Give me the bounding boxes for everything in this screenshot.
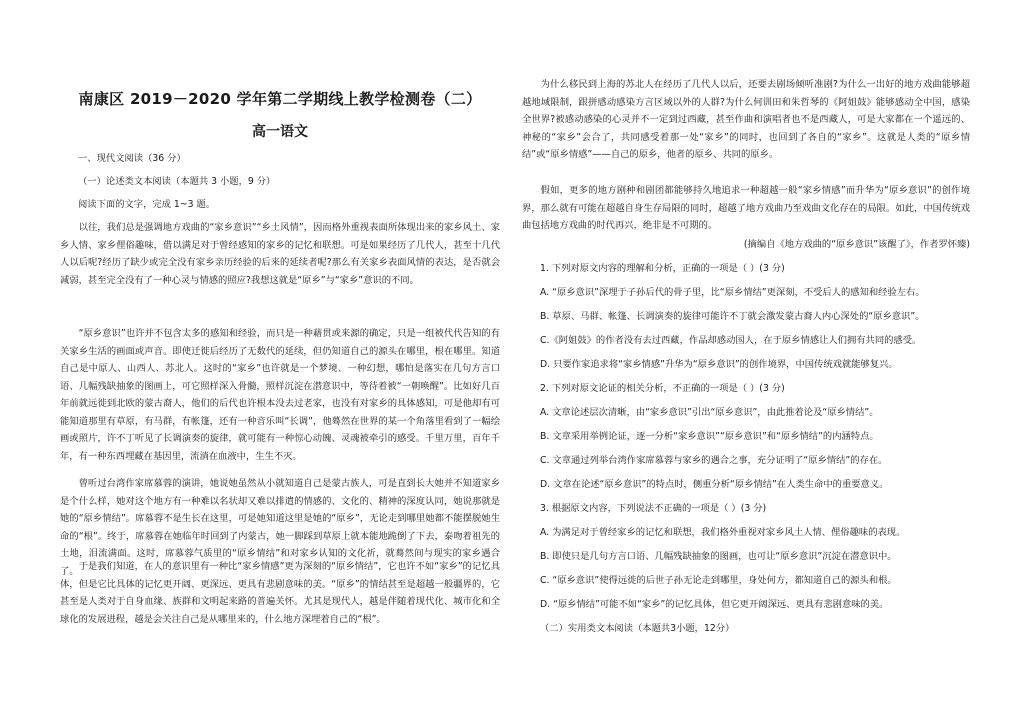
question-1-option-c: C.《阿姐鼓》的作者没有去过西藏，作品却感动国人，在于原乡情感让人们拥有共同的感受。 [540,335,922,346]
subsection-heading: （一）论述类文本阅读（本题共 3 小题，9 分） [78,176,276,187]
question-2-option-a: A. 文章论述层次清晰，由“家乡意识”引出“原乡意识”，由此推着论及“原乡情结”。 [540,407,879,418]
paragraph-3: 曾听过台湾作家席慕蓉的演讲，她说她虽然从小就知道自己是蒙古族人，可是直到长大她并不知道家乡是个什么样，她对这个地方有一种难以名状却又难以排遣的情感的、文化的、精神的深度认同，她说那就是她的“原乡情结”。席慕蓉不是生长在这里，可是她知道这里是她的“原乡”，无论走到哪里她都不能摆脱她生命的“根”。终于，席慕蓉在她临年时回到了内蒙古，她一脚踩到草原上就本能地跪倒了下去，泰吻着祖先的土地，泪流满面。这时，席慕蓉气质里的“原乡情结”和对家乡认知的文化祈，就蓦然间与现实的家乡遇合了。 [60,478,500,577]
question-3-option-a: A. 为满足对于曾经家乡的记忆和联想，我们格外重视对家乡风土人情、俚俗趣味的表现。 [540,527,906,538]
question-1-option-b: B. 草原、马群、帐篷、长调演奏的旋律可能许不丁就会激发蒙古裔人内心深处的“原乡意识”。 [540,311,925,322]
question-2-option-d: D. 文章在论述“原乡意识”的特点时，侧重分析“原乡情结”在人类生命中的重要意义。 [540,479,889,490]
instruction: 阅读下面的文字，完成 1~3 题。 [78,199,216,210]
paragraph-2: “原乡意识”也许并不包含太多的感知和经验，而只是一种藉贯或来源的确定，只是一组被代代告知的有关家乡生活的画面或声音。即使迁徙后经历了无数代的延续，但仍知道自己的源头在哪里，根在哪里。知道自己是中原人、山西人、苏北人。这时的“家乡”也许就是一个梦境、一种幻想，哪怕是落实在几句方言口语、几幅残缺抽象的图画上，可它照样深入骨髓，照样沉淀在潜意识中，等待着被“一朝唤醒”。比如好几百年前就远徙到北欧的蒙古裔人，他们的后代也许根本没去过老家，也没有对家乡的具体感知，可是他却有可能知道那里有草原，有马群，有帐篷，还有一种音乐叫“长调”，他蓦然在世界的某一个角落里看到了一幅绘画或照片，许不丁听见了长调演奏的旋律，就可能有一种惊心动魄、灵魂被牵引的感受。千里万里，百年千年，有一种东西埋藏在基因里，流淌在血液中，生生不灭。 [60,328,500,462]
paragraph-6: 假如，更多的地方剧种和剧团都能够持久地追求一种超越一般“家乡情感”而升华为“原乡意识”的创作境界，那么就有可能在超越自身生存局限的同时，超越了地方戏曲乃至戏曲文化存在的局限。如此，中国传统戏曲包括地方戏曲的时代再兴，绝非是不可期的。 [522,185,970,231]
paragraph-4: 于是我们知道，在人的意识里有一种比“家乡情感”更为深刻的“原乡情结”，它也许不如“家乡”的记忆具体，但是它比具体的记忆更开阔、更深远、更具有悲剧意味的美。“原乡”的情结甚至是超越一般疆界的，它甚至是人类对于自身血缘、族群和文明起来路的普遍关怀。尤其是现代人，越是伴随着现代化、城市化和全球化的发展进程，越是会关注自己是从哪里来的，什么地方深埋着自己的“根”。 [60,561,500,625]
question-3-option-d: D. “原乡情结”可能不如“家乡”的记忆具体，但它更开阔深远、更具有悲剧意味的美。 [540,599,889,610]
subsection-heading-2: （二）实用类文本阅读（本题共3小题，12分） [540,623,735,634]
question-3: 3. 根据原文内容，下列说法不正确的一项是（ ）(3 分) [540,503,767,514]
question-1: 1. 下列对原文内容的理解和分析，正确的一项是（ ）(3 分) [540,263,785,274]
question-2: 2. 下列对原文论证的相关分析，不正确的一项是（ ）(3 分) [540,383,785,394]
page-title: 南康区 2019－2020 学年第二学期线上教学检测卷（二） [78,90,482,108]
page-subtitle: 高一语文 [252,124,308,140]
source-citation: (摘编自《地方戏曲的“原乡意识”该醒了》，作者罗怀臻) [743,239,970,250]
section-heading: 一、现代文阅读（36 分） [78,153,186,164]
question-3-option-c: C. “原乡意识”使得远徙的后世子孙无论走到哪里，身处何方，都知道自己的源头和根。 [540,575,897,586]
question-2-option-b: B. 文章采用举例论证，逐一分析“家乡意识”“原乡意识”和“原乡情结”的内涵特点。 [540,431,879,442]
question-3-option-b: B. 即使只是几句方言口语、几幅残缺抽象的图画，也可让“原乡意识”沉淀在潜意识中。 [540,551,897,562]
question-1-option-a: A. “原乡意识”深埋于子孙后代的骨子里，比“原乡情结”更深刻，不受后人的感知和经验左右。 [540,287,925,298]
paragraph-1: 以往，我们总是强调地方戏曲的“家乡意识”“乡土风情”，因而格外重视表面所体现出来的家乡风土、家乡人情、家乡俚俗趣味，借以满足对于曾经感知的家乡的记忆和联想。可是如果经历了几代人，甚至十几代人以后呢?经历了缺少或完全没有家乡亲历经验的后来的延续者呢?那么有关家乡表面风情的表达，是否就会减弱，甚至完全没有了一种心灵与情感的照应?我想这就是“原乡”与“家乡”意识的不同。 [60,222,500,286]
paragraph-5: 为什么移民到上海的苏北人在经历了几代人以后，还要去剧场倾听准剧?为什么一出好的地方戏曲能够超越地域限制，跟拼感动感染方言区域以外的人群?为什么何训田和朱哲琴的《阿姐鼓》能够感动全中国，感染全世界?被感动感染的心灵并不一定到过西藏，甚至作曲和演唱者也不是西藏人，可是大家都在一个遥远的、神秘的“家乡”会合了，共同感受着那一处“家乡”的同时，也回到了各自的“家乡”。这就是人类的“原乡情结”或“原乡情感”——自己的原乡，他者的原乡、共同的原乡。 [522,79,970,160]
question-1-option-d: D. 只要作家追求将“家乡情感”升华为“原乡意识”的创作境界，中国传统戏就能够复兴。 [540,359,898,370]
question-2-option-c: C. 文章通过列举台湾作家席慕蓉与家乡的遇合之事，充分证明了“原乡情结”的存在。 [540,455,888,466]
